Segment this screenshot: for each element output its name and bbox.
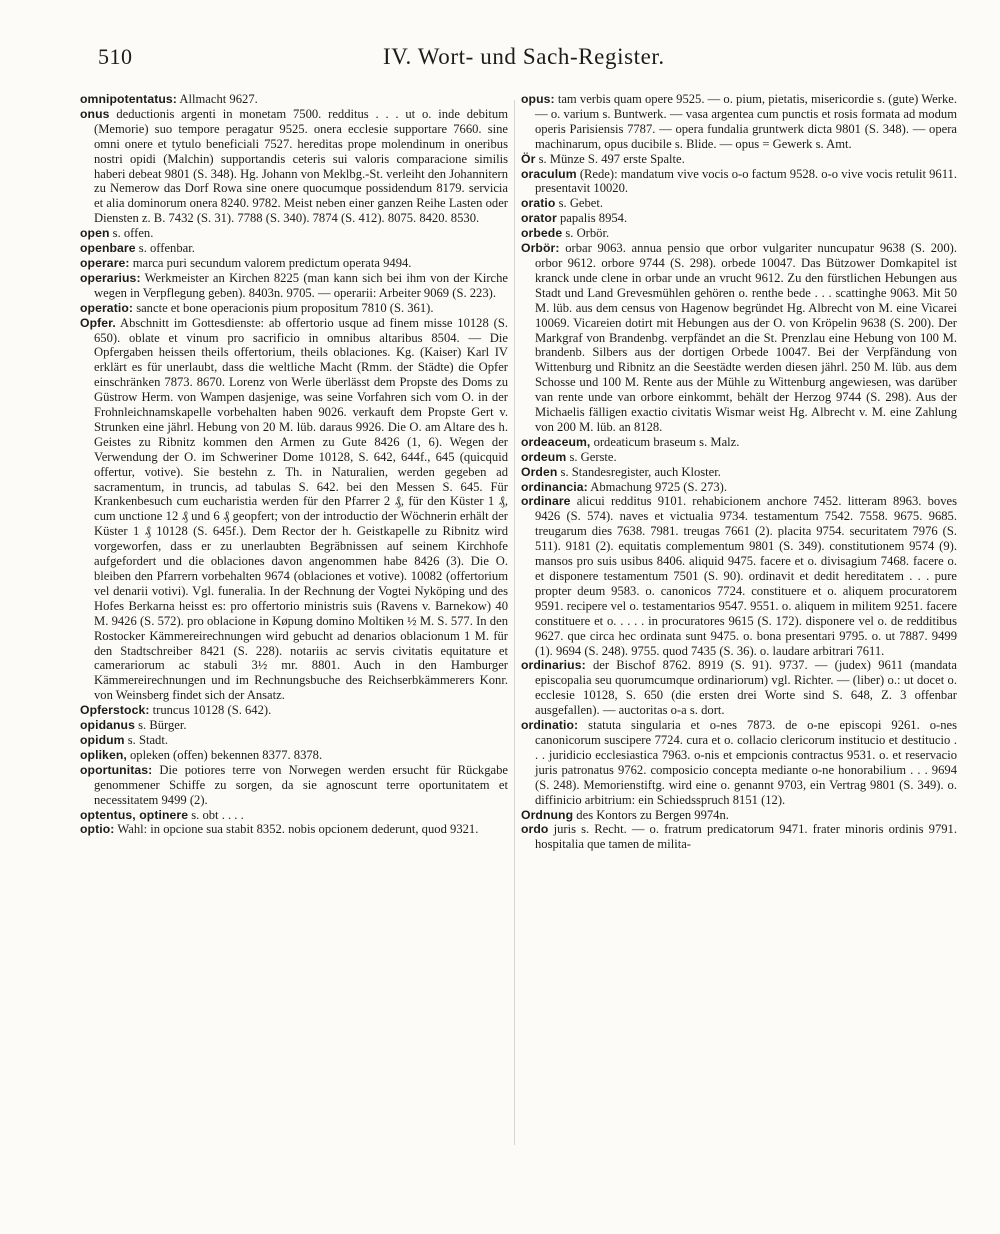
entry-text: Allmacht 9627.	[176, 92, 258, 106]
entry-headword: ordinarius:	[521, 658, 586, 673]
entry-headword: oportunitas:	[80, 762, 153, 777]
entry-text: s. Gerste.	[566, 449, 617, 464]
entry-headword: ordinare	[521, 494, 571, 509]
entry-text: s. obt . . . .	[188, 807, 244, 822]
entry-text: Wahl: in opcione sua stabit 8352. nobis opcionem dederunt, quod 9321.	[114, 822, 479, 837]
index-entry-opidum	[80, 733, 508, 748]
entry-headword: Orden	[521, 464, 558, 479]
entry-headword: omnipotentatus:	[80, 92, 177, 106]
entry-headword: opus:	[521, 92, 555, 106]
entry-text: s. offenbar.	[135, 241, 195, 256]
entry-text: papalis 8954.	[556, 211, 628, 226]
index-entry-orator	[521, 211, 957, 226]
index-entry-ordinancia	[521, 480, 957, 495]
index-entry-opliken	[80, 748, 508, 763]
entry-headword: ordeum	[521, 449, 567, 464]
entry-text: s. Gebet.	[555, 196, 604, 211]
index-entry-opus	[521, 92, 957, 152]
entry-text: Abmachung 9725 (S. 273).	[587, 479, 728, 494]
entry-text: Abschnitt im Gottesdienste: ab offertorio usque ad finem misse 10128 (S. 650). oblate et vinum pro sacrificio in omnibus altaribus 8504. — Die Opfergaben heissen theils offertorium, theils oblaciones. Kg. (Kaiser) Karl IV erklärt es für unerlaubt, dass die weltliche Macht (Rmm. der Städte) die Opfer einschränken 7873. 8670. Lorenz von Werle überlässt dem Propste des Doms zu Güstrow Herm. von Wampen dasjenige, was seine Vorfahren sich vom O. in der Frohnleichnamskapelle vorbehalten haben 9026. verkauft dem Propste Gert v. Strunken eine jährl. Hebung von 20 M. lüb. daraus 9926. Die O. am Altare des h. Geistes zu Ribnitz kommen den Armen zu Gute 8426 (1, 6). Wegen der Verwendung der O. im Schweriner Dome 10128, S. 642, 644f., 645 (quicquid offertur, votive). Sie bestehn z. Th. in Naturalien, werden gegeben ad sacramentum, in truncis, ad tabulas S. 642. bei den Messen S. 645. Für Krankenbesuch cum eucharistia werden für den Pfarrer 2 ₰, für den Küster 1 ₰, cum unctione 12 ₰ und 6 ₰ geopfert; von der introductio der Wöchnerin erhält der Küster 1 ₰ 10128 (S. 645f.). Dem Rector der h. Geistkapelle zu Ribnitz wird vorgeworfen, dass er zu unerlaubten Begräbnissen auf seinem Kirchhofe aufgefordert und die oblaciones davon angenommen habe 8426 (3). Die O. bleiben den Pfarrern vorbehalten 9674 (oblaciones et votive). 10082 (offertorium vel denarii votivi). Vgl. funeralia. In der Rechnung der Vogtei Nyköping und des Hofes Berkarna heisst es: pro offertorio ministris suis (Ravens v. Barnekow) 40 M. 9426 (S. 572). pro oblacione in Køpung domino Moltiken ½ M. S. 577. In den Rostocker Kämmereirechnungen wird gebucht ad denarios oblacionum 1 M. für den Stadtschreiber 8421 (S. 228). notariis ac servis civitatis equitature et camerariorum ac stabuli 3½ mr. 8801. Auch in den Hamburger Kämmereirechnungen und im Rechnungsbuche des Reichserbkämmerers Konr. von Weinsberg findet sich der Ansatz.	[94, 315, 508, 703]
entry-headword: ordinancia:	[521, 479, 588, 494]
index-entry-optentus	[80, 808, 508, 823]
entry-text: tam verbis quam opere 9525. — o. pium, pietatis, misericordie s. (gute) Werke. — o. varium s. Buntwerk. — vasa argentea cum punctis et rosis formata ad modum operis Parisiensis 7787. — opera fundalia gruntwerk dicta 9801 (S. 348). — opera machinarum, opus ducibile s. Blide. — opus = Gewerk s. Amt.	[535, 92, 957, 151]
entry-text: s. Stadt.	[124, 732, 168, 747]
entry-text: truncus 10128 (S. 642).	[149, 703, 272, 718]
index-entry-oportunitas	[80, 763, 508, 808]
index-entry-operarius	[80, 271, 508, 301]
index-entry-oratio	[521, 196, 957, 211]
index-entry-opfer	[80, 316, 508, 704]
index-entry-opferstock	[80, 703, 508, 718]
entry-headword: Ordnung	[521, 807, 574, 822]
entry-headword: ordeaceum,	[521, 434, 591, 449]
entry-text: statuta singularia et o-nes 7873. de o-ne episcopi 9261. o-nes canonicorum suscipere 7724. cura et o. collacio clericorum institucio et destitucio . . . juridicio ecclesiastica 7963. o-nis et empcionis contractus 9531. o. et reservacio juris patronatus 9762. composicio concepta mediante o-ne honorabilium . . . 9694 (S. 248). Memorienstiftg. wird eine o. genannt 9703, ein Vertrag 9801 (S. 349). o. diffinicio arbitrium: ein Schiedsspruch 8151 (12).	[535, 718, 957, 807]
index-entry-orbor	[521, 241, 957, 435]
entry-text: Werkmeister an Kirchen 8225 (man kann sich bei ihm von der Kirche wegen in Verpflegung geben). 8403n. 9705. — operarii: Arbeiter 9069 (S. 223).	[94, 270, 508, 300]
index-entry-ordinatio	[521, 718, 957, 807]
index-entry-operare	[80, 256, 508, 271]
entry-text: des Kontors zu Bergen 9974n.	[573, 807, 729, 822]
entry-headword: onus	[80, 106, 110, 121]
page-number: 510	[98, 44, 133, 69]
entry-headword: open	[80, 226, 110, 241]
entry-text: ordeaticum braseum s. Malz.	[590, 434, 740, 449]
index-entry-ordinarius	[521, 658, 957, 718]
entry-text: s. offen.	[109, 226, 154, 241]
index-entry-ordeum	[521, 450, 957, 465]
index-entry-ordinare	[521, 494, 957, 658]
entry-text: s. Münze S. 497 erste Spalte.	[535, 151, 685, 166]
entry-headword: opidum	[80, 732, 125, 747]
index-entry-or	[521, 152, 957, 167]
entry-text: alicui redditus 9101. rehabicionem anchore 7452. litteram 8963. boves 9426 (S. 574). naves et victualia 9734. testamentum 7542. 7558. 9675. 9685. treugarum dies 7638. 7981. treugas 7661 (2). placita 9754. securitatem 7976 (S. 511). 9181 (2). equitatis complementum 9801 (S. 349). constitutionem 9574 (9). mansos pro suis usibus 8406. aliquid 9475. facere et o. divisagium 7468. facere o. et disponere testamentum 7501 (S. 90). ordinavit et dedit hereditatem . . . pure propter deum 9583. o. canonicos 7724. constituere et o. aliquem procuratorem 9591. recipere vel o. testamentarios 9547. 9551. o. aliquem in militem 9251. facere constituere et o. . . . . in procuratores 9615 (S. 172). disponere vel o. de redditibus 9627. que circa hec ordinata sunt 9475. o. bona presentari 9795. o. ut 7887. 9499 (1). 9694 (S. 248). 9755. quod 7435 (S. 36). o. laudare arbitrari 7611.	[535, 494, 957, 658]
entry-headword: Ör	[521, 151, 536, 166]
entry-text: Die potiores terre von Norwegen werden ersucht für Rückgabe genommener Schiffe zu sorgen, da sie agnoscunt terre oportunitatem et necessitatem 9499 (2).	[94, 762, 508, 807]
entry-text: (Rede): mandatum vive vocis o-o factum 9528. o-o vive vocis retulit 9611. presentavit 10020.	[535, 166, 957, 196]
entry-headword: oraculum	[521, 166, 577, 181]
entry-headword: ordinatio:	[521, 718, 579, 733]
index-entry-oraculum	[521, 167, 957, 197]
index-entry-opidanus	[80, 718, 508, 733]
page-header	[98, 44, 958, 84]
entry-text: deductionis argenti in monetam 7500. redditus . . . ut o. inde debitum (Memorie) suo tempore peragatur 9525. onera ecclesie supportare 7660. sine omni onere et tytulo beneficiali 7527. hereditas prope molendinum in oneribus nostri opidi (Malchin) supportandis ceteris sui valoris comparacione similis haberi debeat 9801 (S. 348). Hg. Johann von Meklbg.-St. verleiht den Johannitern zu Nemerow das Dorf Rowa sine onere quocumque possidendum 8179. servicia et alia dominorum onera 8240. 9782. Meist neben einer ganzen Reihe Lasten oder Diensten z. B. 7432 (S. 31). 7788 (S. 340). 7874 (S. 412). 8075. 8420. 8530.	[94, 106, 508, 226]
entry-text: s. Orbör.	[562, 226, 610, 241]
index-entry-open	[80, 226, 508, 241]
right-column	[521, 92, 957, 852]
index-entry-ordeaceum	[521, 435, 957, 450]
running-title: IV. Wort- und Sach-Register.	[383, 44, 665, 69]
entry-text: s. Standesregister, auch Kloster.	[557, 464, 721, 479]
entry-headword: oratio	[521, 196, 556, 211]
entry-headword: ordo	[521, 822, 549, 837]
index-entry-openbare	[80, 241, 508, 256]
index-entry-optio	[80, 822, 508, 837]
entry-headword: Orbör:	[521, 241, 560, 256]
entry-headword: openbare	[80, 241, 136, 256]
index-entry-operatio	[80, 301, 508, 316]
entry-headword: optio:	[80, 822, 115, 837]
entry-headword: operarius:	[80, 270, 141, 285]
index-entry-omnipotentatus	[80, 92, 508, 107]
entry-headword: operatio:	[80, 300, 134, 315]
index-entry-orden	[521, 465, 957, 480]
left-column	[80, 92, 508, 837]
entry-text: orbar 9063. annua pensio que orbor vulgariter nuncupatur 9638 (S. 200). orbor 9612. orbore 9744 (S. 298). orbede 10047. Das Bützower Domkapitel ist kranck unde clene in orbar unde an vrucht 9612. Zu den fürstlichen Hebungen aus Stadt und Land Grevesmühlen gehören o. renthe bede . . . scattinghe 9063. Mit 50 M. lüb. aus dem census von Hagenow begründet Hg. Albrecht von M. eine Vicarei 10069. Vicareien dotirt mit Hebungen aus der O. von Kröpelin 9638 (S. 200). Der Markgraf von Brandenbg. verpfändet an die St. Prenzlau eine Hebung von 100 M. brandenb. Silbers aus der dortigen Orbede 10047. Bei der Verpfändung von Wittenburg und Ribnitz an die Seestädte werden diesen jährl. 250 M. lüb. aus dem Schosse und 100 M. Rente aus der Mühle zu Wittenburg angewiesen, was darüber van rente unde van orbore einkommt, behält der Herzog 9744 (S. 298). Aus der Michaelis fälligen exactio civitatis Wismar weist Hg. Albrecht v. M. eine Zahlung von 200 M. lüb. an 8128.	[535, 241, 957, 434]
entry-headword: orator	[521, 211, 557, 226]
entry-headword: opliken,	[80, 747, 127, 762]
index-entry-orbede	[521, 226, 957, 241]
entry-headword: optentus, optinere	[80, 807, 189, 822]
entry-headword: Opferstock:	[80, 703, 150, 718]
entry-text: marca puri secundum valorem predictum operata 9494.	[129, 255, 412, 270]
entry-headword: operare:	[80, 255, 130, 270]
entry-headword: opidanus	[80, 718, 135, 733]
entry-text: s. Bürger.	[134, 718, 187, 733]
entry-headword: Opfer.	[80, 315, 116, 330]
entry-text: der Bischof 8762. 8919 (S. 91). 9737. — (judex) 9611 (mandata episcopalia seu quorumcumque ordinariorum) vgl. Richter. — (liber) o.: ut docet o. ecclesie 10128, S. 650 (die ersten drei Worte sind S. 648, Z. 3 offenbar ausgefallen). — auctoritas o-a s. dort.	[535, 658, 957, 718]
index-entry-ordo	[521, 822, 957, 852]
entry-text: juris s. Recht. — o. fratrum predicatorum 9471. frater minoris ordinis 9791. hospitalia que tamen de milita-	[535, 822, 957, 852]
entry-text: sancte et bone operacionis pium propositum 7810 (S. 361).	[133, 300, 434, 315]
entry-text: opleken (offen) bekennen 8377. 8378.	[126, 747, 323, 762]
column-divider	[514, 100, 515, 1145]
index-entry-ordnung	[521, 808, 957, 823]
index-entry-onus	[80, 107, 508, 226]
entry-headword: orbede	[521, 226, 563, 241]
